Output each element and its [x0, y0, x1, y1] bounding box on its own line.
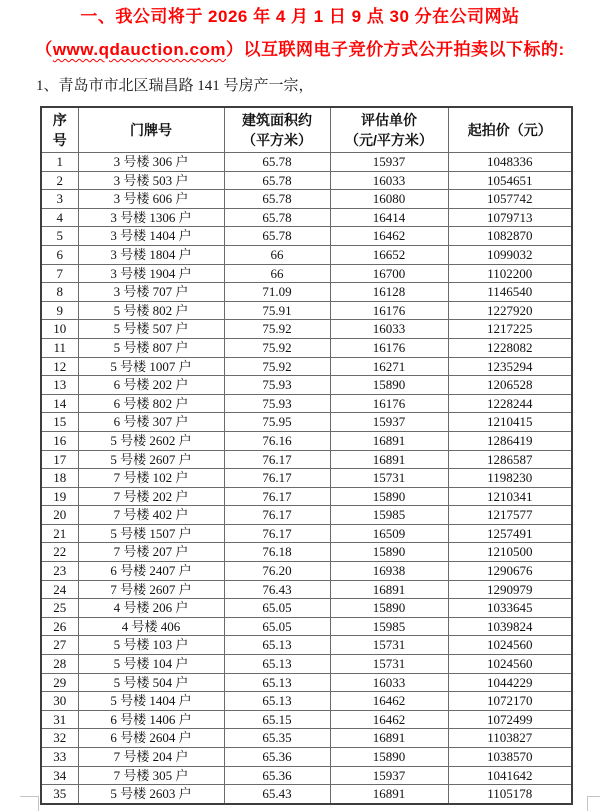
cell-building-area: 66	[224, 245, 330, 264]
header-eval-line2: （元/平方米）	[345, 132, 433, 148]
header-building-area	[224, 107, 330, 153]
cell-building-area: 76.17	[224, 469, 330, 488]
cell-door-number: 5 号楼 2602 户	[78, 431, 224, 450]
cell-appraised-unit-price: 16033	[330, 673, 448, 692]
cell-building-area: 76.16	[224, 431, 330, 450]
table-row	[41, 153, 572, 172]
auction-table-body	[41, 153, 572, 804]
cell-building-area: 65.78	[224, 171, 330, 190]
cell-starting-price: 1198230	[448, 469, 572, 488]
header-door-number: 门牌号	[78, 107, 224, 153]
cell-appraised-unit-price: 15985	[330, 506, 448, 525]
cell-building-area: 65.13	[224, 655, 330, 674]
cell-starting-price: 1044229	[448, 673, 572, 692]
cell-building-area: 65.78	[224, 227, 330, 246]
cell-door-number: 6 号楼 307 户	[78, 413, 224, 432]
cell-seq: 12	[41, 357, 78, 376]
cell-building-area: 65.13	[224, 636, 330, 655]
cell-appraised-unit-price: 16938	[330, 562, 448, 581]
cell-building-area: 65.43	[224, 785, 330, 804]
cell-door-number: 7 号楼 2607 户	[78, 580, 224, 599]
cell-appraised-unit-price: 16128	[330, 283, 448, 302]
cell-seq: 25	[41, 599, 78, 618]
cell-door-number: 3 号楼 1904 户	[78, 264, 224, 283]
table-row	[41, 301, 572, 320]
cell-appraised-unit-price: 16462	[330, 710, 448, 729]
cell-seq: 8	[41, 283, 78, 302]
cell-starting-price: 1082870	[448, 227, 572, 246]
cell-seq: 6	[41, 245, 78, 264]
cell-building-area: 75.93	[224, 394, 330, 413]
table-row	[41, 190, 572, 209]
table-row	[41, 692, 572, 711]
header-eval-line1: 评估单价	[361, 112, 417, 128]
table-row	[41, 208, 572, 227]
table-row	[41, 729, 572, 748]
cell-starting-price: 1228244	[448, 394, 572, 413]
cell-door-number: 6 号楼 202 户	[78, 376, 224, 395]
table-row	[41, 580, 572, 599]
table-row	[41, 562, 572, 581]
cell-building-area: 76.43	[224, 580, 330, 599]
cell-starting-price: 1033645	[448, 599, 572, 618]
cell-starting-price: 1103827	[448, 729, 572, 748]
cell-seq: 32	[41, 729, 78, 748]
cell-door-number: 5 号楼 1507 户	[78, 524, 224, 543]
cell-door-number: 6 号楼 2604 户	[78, 729, 224, 748]
cell-starting-price: 1048336	[448, 153, 572, 172]
cell-building-area: 65.78	[224, 153, 330, 172]
cell-door-number: 5 号楼 802 户	[78, 301, 224, 320]
cell-door-number: 3 号楼 1404 户	[78, 227, 224, 246]
cell-seq: 30	[41, 692, 78, 711]
lot-intro-line: 1、青岛市市北区瑞昌路 141 号房产一宗，	[36, 78, 314, 94]
cell-building-area: 65.35	[224, 729, 330, 748]
cell-appraised-unit-price: 15890	[330, 376, 448, 395]
table-row	[41, 264, 572, 283]
cell-building-area: 76.17	[224, 487, 330, 506]
header-seq	[41, 107, 78, 153]
cell-building-area: 65.05	[224, 599, 330, 618]
cell-appraised-unit-price: 15890	[330, 487, 448, 506]
header-area-line2: （平方米）	[242, 132, 312, 148]
cell-seq: 18	[41, 469, 78, 488]
cell-starting-price: 1054651	[448, 171, 572, 190]
cell-building-area: 75.91	[224, 301, 330, 320]
cell-seq: 29	[41, 673, 78, 692]
cell-door-number: 3 号楼 503 户	[78, 171, 224, 190]
cell-starting-price: 1079713	[448, 208, 572, 227]
table-row	[41, 283, 572, 302]
cell-appraised-unit-price: 16891	[330, 729, 448, 748]
cell-starting-price: 1072499	[448, 710, 572, 729]
table-row	[41, 766, 572, 785]
cell-door-number: 3 号楼 1804 户	[78, 245, 224, 264]
table-row	[41, 636, 572, 655]
auction-table	[40, 106, 573, 805]
cell-door-number: 5 号楼 2603 户	[78, 785, 224, 804]
cell-appraised-unit-price: 15890	[330, 748, 448, 767]
cell-appraised-unit-price: 15985	[330, 617, 448, 636]
cell-appraised-unit-price: 16891	[330, 580, 448, 599]
cell-starting-price: 1257491	[448, 524, 572, 543]
cell-appraised-unit-price: 16176	[330, 338, 448, 357]
cell-appraised-unit-price: 16176	[330, 394, 448, 413]
table-row	[41, 673, 572, 692]
table-row	[41, 357, 572, 376]
cell-seq: 19	[41, 487, 78, 506]
header-seq-line1: 序	[52, 112, 67, 128]
cell-appraised-unit-price: 16033	[330, 171, 448, 190]
cell-building-area: 65.15	[224, 710, 330, 729]
cell-seq: 31	[41, 710, 78, 729]
cell-door-number: 3 号楼 1306 户	[78, 208, 224, 227]
cell-seq: 14	[41, 394, 78, 413]
cell-door-number: 6 号楼 1406 户	[78, 710, 224, 729]
header-appraised-unit-price	[330, 107, 448, 153]
cell-seq: 15	[41, 413, 78, 432]
notice-heading-line1: 一、我公司将于 2026 年 4 月 1 日 9 点 30 分在公司网站	[80, 7, 520, 26]
cell-door-number: 7 号楼 305 户	[78, 766, 224, 785]
table-row	[41, 655, 572, 674]
cell-starting-price: 1286587	[448, 450, 572, 469]
table-row	[41, 710, 572, 729]
cell-door-number: 4 号楼 206 户	[78, 599, 224, 618]
cell-door-number: 7 号楼 202 户	[78, 487, 224, 506]
header-area-line1: 建筑面积约	[242, 112, 312, 128]
cell-seq: 26	[41, 617, 78, 636]
table-row	[41, 431, 572, 450]
cell-starting-price: 1206528	[448, 376, 572, 395]
cell-appraised-unit-price: 16509	[330, 524, 448, 543]
table-row	[41, 413, 572, 432]
cell-seq: 4	[41, 208, 78, 227]
cell-door-number: 5 号楼 1007 户	[78, 357, 224, 376]
table-row	[41, 543, 572, 562]
cell-door-number: 7 号楼 102 户	[78, 469, 224, 488]
cell-starting-price: 1072170	[448, 692, 572, 711]
cell-seq: 2	[41, 171, 78, 190]
cell-appraised-unit-price: 15731	[330, 469, 448, 488]
cell-starting-price: 1038570	[448, 748, 572, 767]
table-row	[41, 748, 572, 767]
heading-line2-suffix: ）以互联网电子竞价方式公开拍卖以下标的:	[225, 40, 565, 59]
text-boundary-corner-right	[587, 796, 600, 811]
cell-starting-price: 1227920	[448, 301, 572, 320]
cell-appraised-unit-price: 15937	[330, 153, 448, 172]
cell-starting-price: 1286419	[448, 431, 572, 450]
cell-seq: 27	[41, 636, 78, 655]
cell-appraised-unit-price: 15890	[330, 543, 448, 562]
cell-building-area: 75.95	[224, 413, 330, 432]
cell-door-number: 6 号楼 802 户	[78, 394, 224, 413]
cell-seq: 24	[41, 580, 78, 599]
cell-seq: 7	[41, 264, 78, 283]
table-row	[41, 227, 572, 246]
table-row	[41, 506, 572, 525]
cell-starting-price: 1105178	[448, 785, 572, 804]
cell-starting-price: 1217225	[448, 320, 572, 339]
table-row	[41, 599, 572, 618]
cell-appraised-unit-price: 16176	[330, 301, 448, 320]
cell-building-area: 65.13	[224, 692, 330, 711]
table-row	[41, 171, 572, 190]
cell-building-area: 65.05	[224, 617, 330, 636]
cell-building-area: 65.78	[224, 208, 330, 227]
cell-seq: 33	[41, 748, 78, 767]
cell-seq: 17	[41, 450, 78, 469]
cell-building-area: 71.09	[224, 283, 330, 302]
cell-starting-price: 1039824	[448, 617, 572, 636]
cell-door-number: 4 号楼 406	[78, 617, 224, 636]
cell-appraised-unit-price: 16462	[330, 692, 448, 711]
cell-appraised-unit-price: 16462	[330, 227, 448, 246]
cell-building-area: 65.13	[224, 673, 330, 692]
cell-seq: 13	[41, 376, 78, 395]
cell-starting-price: 1210500	[448, 543, 572, 562]
cell-starting-price: 1210341	[448, 487, 572, 506]
cell-appraised-unit-price: 15731	[330, 655, 448, 674]
cell-appraised-unit-price: 15731	[330, 636, 448, 655]
table-row	[41, 245, 572, 264]
cell-seq: 1	[41, 153, 78, 172]
cell-door-number: 3 号楼 606 户	[78, 190, 224, 209]
table-row	[41, 338, 572, 357]
table-row	[41, 487, 572, 506]
cell-seq: 34	[41, 766, 78, 785]
cell-starting-price: 1290676	[448, 562, 572, 581]
table-header-row	[41, 107, 572, 153]
cell-seq: 22	[41, 543, 78, 562]
header-starting-price: 起拍价（元）	[448, 107, 572, 153]
cell-door-number: 5 号楼 807 户	[78, 338, 224, 357]
table-row	[41, 320, 572, 339]
cell-building-area: 76.20	[224, 562, 330, 581]
cell-door-number: 5 号楼 104 户	[78, 655, 224, 674]
cell-door-number: 7 号楼 207 户	[78, 543, 224, 562]
cell-seq: 16	[41, 431, 78, 450]
cell-building-area: 76.17	[224, 450, 330, 469]
cell-starting-price: 1290979	[448, 580, 572, 599]
cell-door-number: 5 号楼 507 户	[78, 320, 224, 339]
cell-starting-price: 1217577	[448, 506, 572, 525]
table-row	[41, 524, 572, 543]
cell-starting-price: 1024560	[448, 655, 572, 674]
cell-seq: 3	[41, 190, 78, 209]
cell-seq: 20	[41, 506, 78, 525]
cell-starting-price: 1024560	[448, 636, 572, 655]
cell-building-area: 75.92	[224, 320, 330, 339]
cell-starting-price: 1099032	[448, 245, 572, 264]
cell-seq: 11	[41, 338, 78, 357]
cell-door-number: 5 号楼 1404 户	[78, 692, 224, 711]
table-row	[41, 376, 572, 395]
cell-door-number: 5 号楼 103 户	[78, 636, 224, 655]
cell-appraised-unit-price: 16033	[330, 320, 448, 339]
cell-building-area: 76.18	[224, 543, 330, 562]
heading-line2-prefix: （	[35, 40, 53, 59]
auction-website-link[interactable]: www.qdauction.com	[52, 40, 226, 59]
table-row	[41, 785, 572, 804]
cell-appraised-unit-price: 15937	[330, 766, 448, 785]
cell-seq: 21	[41, 524, 78, 543]
cell-appraised-unit-price: 16414	[330, 208, 448, 227]
cell-seq: 5	[41, 227, 78, 246]
cell-door-number: 5 号楼 2607 户	[78, 450, 224, 469]
cell-seq: 9	[41, 301, 78, 320]
cell-building-area: 65.36	[224, 766, 330, 785]
cell-building-area: 76.17	[224, 524, 330, 543]
cell-appraised-unit-price: 15937	[330, 413, 448, 432]
cell-seq: 10	[41, 320, 78, 339]
table-row	[41, 450, 572, 469]
cell-starting-price: 1041642	[448, 766, 572, 785]
cell-starting-price: 1210415	[448, 413, 572, 432]
cell-appraised-unit-price: 16080	[330, 190, 448, 209]
cell-seq: 23	[41, 562, 78, 581]
cell-seq: 35	[41, 785, 78, 804]
cell-building-area: 76.17	[224, 506, 330, 525]
cell-door-number: 3 号楼 306 户	[78, 153, 224, 172]
cell-starting-price: 1235294	[448, 357, 572, 376]
cell-door-number: 7 号楼 402 户	[78, 506, 224, 525]
cell-appraised-unit-price: 15890	[330, 599, 448, 618]
cell-building-area: 65.36	[224, 748, 330, 767]
cell-building-area: 65.78	[224, 190, 330, 209]
table-row	[41, 469, 572, 488]
cell-appraised-unit-price: 16700	[330, 264, 448, 283]
cell-appraised-unit-price: 16891	[330, 431, 448, 450]
notice-heading-line2	[0, 39, 600, 61]
cell-starting-price: 1102200	[448, 264, 572, 283]
cell-appraised-unit-price: 16891	[330, 450, 448, 469]
cell-building-area: 75.92	[224, 357, 330, 376]
cell-building-area: 75.92	[224, 338, 330, 357]
cell-appraised-unit-price: 16891	[330, 785, 448, 804]
cell-door-number: 3 号楼 707 户	[78, 283, 224, 302]
cell-seq: 28	[41, 655, 78, 674]
table-row	[41, 617, 572, 636]
cell-appraised-unit-price: 16271	[330, 357, 448, 376]
cell-starting-price: 1146540	[448, 283, 572, 302]
header-seq-line2: 号	[52, 132, 67, 148]
cell-appraised-unit-price: 16652	[330, 245, 448, 264]
table-row	[41, 394, 572, 413]
text-boundary-corner-left	[20, 796, 39, 811]
cell-door-number: 5 号楼 504 户	[78, 673, 224, 692]
cell-starting-price: 1228082	[448, 338, 572, 357]
cell-door-number: 6 号楼 2407 户	[78, 562, 224, 581]
cell-building-area: 66	[224, 264, 330, 283]
cell-starting-price: 1057742	[448, 190, 572, 209]
cell-door-number: 7 号楼 204 户	[78, 748, 224, 767]
cell-building-area: 75.93	[224, 376, 330, 395]
